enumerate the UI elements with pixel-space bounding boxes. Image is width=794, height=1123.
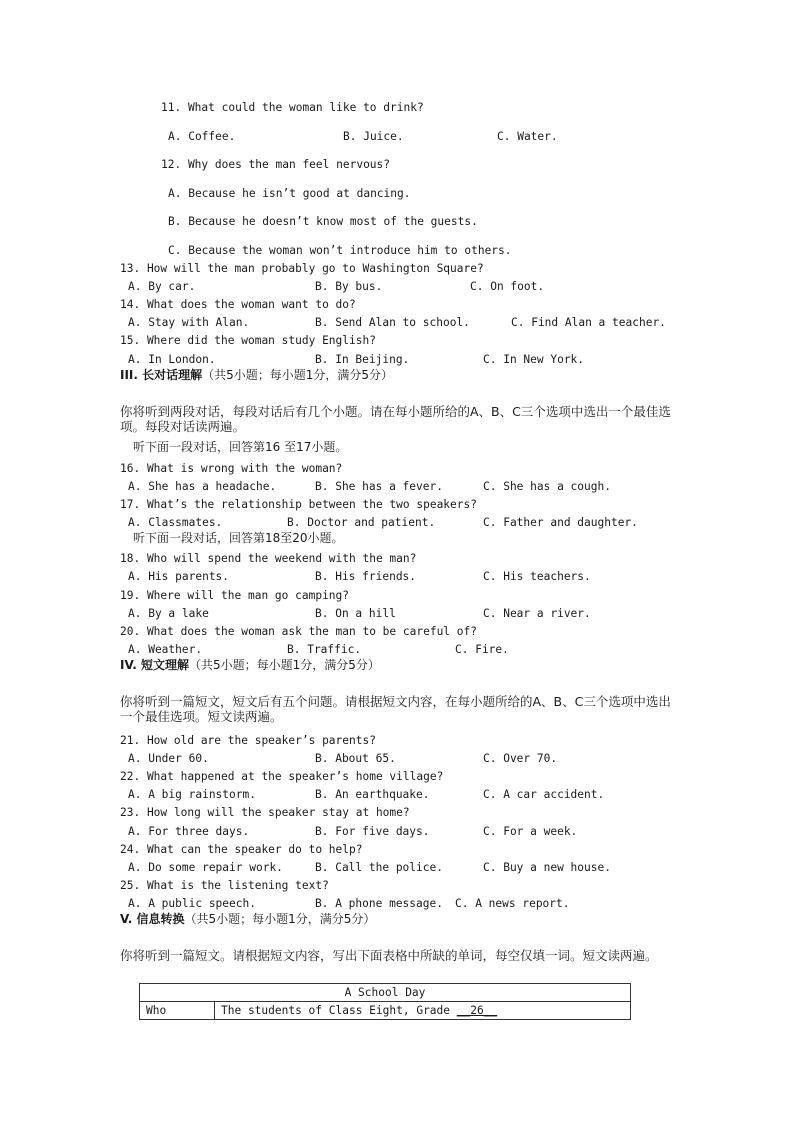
question-22: 22. What happened at the speaker’s home village? — [120, 770, 444, 783]
question-24: 24. What can the speaker do to help? — [120, 843, 363, 856]
section-3-note-1: 听下面一段对话，回答第16 至17小题。 — [133, 440, 348, 454]
option-12a: A. Because he isn’t good at dancing. — [168, 187, 411, 200]
option-15a: A. In London. — [128, 353, 216, 366]
question-16: 16. What is wrong with the woman? — [120, 462, 343, 475]
option-25c: C. A news report. — [455, 897, 570, 910]
option-21a: A. Under 60. — [128, 752, 209, 765]
option-21b: B. About 65. — [315, 752, 396, 765]
option-21c: C. Over 70. — [483, 752, 558, 765]
option-18b: B. His friends. — [315, 570, 417, 583]
section-4-instructions: 你将听到一篇短文，短文后有五个问题。请根据短文内容，在每小题所给的A、B、C三个选项中选出一个最佳选项。短文读两遍。 — [120, 694, 671, 724]
option-13b: B. By bus. — [315, 280, 383, 293]
option-11a: A. Coffee. — [168, 130, 236, 143]
question-18: 18. Who will spend the weekend with the man? — [120, 552, 417, 565]
option-19b: B. On a hill — [315, 607, 396, 620]
section-3-title: III. 长对话理解 — [120, 368, 203, 382]
option-25b: B. A phone message. — [315, 897, 443, 910]
option-14b: B. Send Alan to school. — [315, 316, 470, 329]
option-13c: C. On foot. — [470, 280, 545, 293]
option-18c: C. His teachers. — [483, 570, 591, 583]
section-5-instructions: 你将听到一篇短文。请根据短文内容，写出下面表格中所缺的单词，每空仅填一词。短文读两遍。 — [120, 948, 658, 963]
question-17: 17. What’s the relationship between the two speakers? — [120, 498, 477, 511]
option-17a: A. Classmates. — [128, 516, 223, 529]
option-11c: C. Water. — [497, 130, 558, 143]
section-3-note-2: 听下面一段对话，回答第18至20小题。 — [133, 531, 344, 545]
question-21: 21. How old are the speaker’s parents? — [120, 734, 376, 747]
question-20: 20. What does the woman ask the man to be careful of? — [120, 625, 477, 638]
question-19: 19. Where will the man go camping? — [120, 589, 350, 602]
option-14c: C. Find Alan a teacher. — [511, 316, 666, 329]
table-row-cell — [215, 1002, 631, 1020]
option-14a: A. Stay with Alan. — [128, 316, 250, 329]
option-16c: C. She has a cough. — [483, 480, 611, 493]
option-16a: A. She has a headache. — [128, 480, 277, 493]
option-22a: A. A big rainstorm. — [128, 788, 256, 801]
option-19a: A. By a lake — [128, 607, 209, 620]
option-20a: A. Weather. — [128, 643, 203, 656]
option-12c: C. Because the woman won’t introduce him to others. — [168, 244, 512, 257]
section-3-heading — [120, 368, 393, 382]
option-24a: A. Do some repair work. — [128, 861, 283, 874]
section-5-score: （共5小题；每小题1分，满分5分） — [184, 912, 376, 926]
question-13: 13. How will the man probably go to Washington Square? — [120, 262, 484, 275]
section-4-title: IV. 短文理解 — [120, 658, 189, 672]
option-17b: B. Doctor and patient. — [287, 516, 436, 529]
option-12b: B. Because he doesn’t know most of the guests. — [168, 215, 478, 228]
question-14: 14. What does the woman want to do? — [120, 298, 356, 311]
option-24b: B. Call the police. — [315, 861, 443, 874]
option-24c: C. Buy a new house. — [483, 861, 611, 874]
option-15c: C. In New York. — [483, 353, 585, 366]
section-4-score: （共5小题；每小题1分，满分5分） — [188, 658, 380, 672]
option-11b: B. Juice. — [343, 130, 404, 143]
table-title: A School Day — [140, 984, 631, 1002]
section-5-heading — [120, 912, 375, 926]
info-table — [139, 983, 631, 1020]
option-23a: A. For three days. — [128, 825, 250, 838]
option-23b: B. For five days. — [315, 825, 430, 838]
option-22c: C. A car accident. — [483, 788, 605, 801]
option-25a: A. A public speech. — [128, 897, 256, 910]
table-row-text: The students of Class Eight, Grade — [221, 1003, 457, 1017]
option-19c: C. Near a river. — [483, 607, 591, 620]
section-5-title: V. 信息转换 — [120, 912, 185, 926]
option-23c: C. For a week. — [483, 825, 578, 838]
option-22b: B. An earthquake. — [315, 788, 430, 801]
table-row-label: Who — [140, 1002, 215, 1020]
option-20c: C. Fire. — [455, 643, 509, 656]
question-11: 11. What could the woman like to drink? — [161, 101, 424, 114]
option-20b: B. Traffic. — [287, 643, 362, 656]
question-25: 25. What is the listening text? — [120, 879, 329, 892]
option-15b: B. In Beijing. — [315, 353, 410, 366]
section-3-score: （共5小题；每小题1分，满分5分） — [202, 368, 394, 382]
blank-26[interactable]: __26__ — [456, 1003, 498, 1017]
section-3-instructions: 你将听到两段对话，每段对话后有几个小题。请在每小题所给的A、B、C三个选项中选出一个最佳选项。每段对话读两遍。 — [120, 404, 671, 434]
question-23: 23. How long will the speaker stay at home? — [120, 806, 410, 819]
option-16b: B. She has a fever. — [315, 480, 443, 493]
section-4-heading — [120, 658, 380, 672]
question-15: 15. Where did the woman study English? — [120, 334, 376, 347]
question-12: 12. Why does the man feel nervous? — [161, 158, 391, 171]
option-17c: C. Father and daughter. — [483, 516, 638, 529]
option-13a: A. By car. — [128, 280, 196, 293]
option-18a: A. His parents. — [128, 570, 230, 583]
